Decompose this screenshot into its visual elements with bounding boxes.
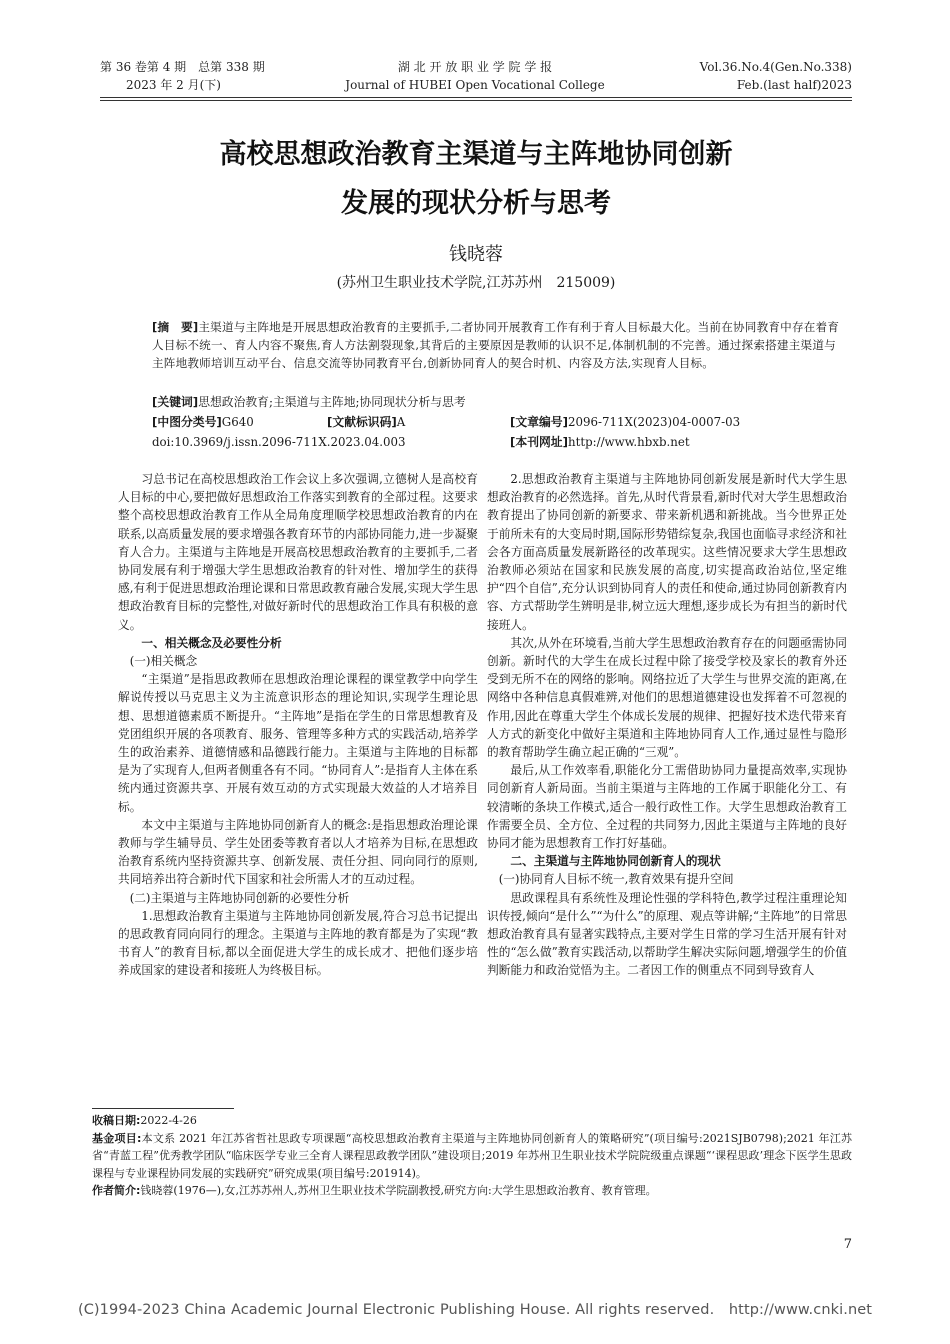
- article-affiliation: (苏州卫生职业技术学院,江苏苏州 215009): [336, 275, 616, 291]
- header-volume-en: [640, 58, 852, 94]
- body-paragraph: “主渠道”是指思政教师在思想政治理论课程的课堂教学中向学生解说传授以马克思主义为主流意识形态的理论知识,实现学生理论思想、思想道德素质不断提升。“主阵地”是指在学生的日常思想教育及党团组织开展的各项教育、服务、管理等多种方式的实践活动,培养学生的政治素养、道德情感和品德践行能力。主渠道与主阵地的目标都是为了实现育人,但两者侧重各有不同。“协同育人”:是指育人主体在系统内通过资源共享、开展有效互动的方式实现最大效益的人才培养目标。: [118, 672, 478, 814]
- website-url[interactable]: http://www.hbxb.net: [567, 435, 690, 449]
- footnote-rule: [92, 1108, 234, 1109]
- header-date-en: Feb.(last half)2023: [736, 78, 852, 92]
- body-paragraph: 1.思想政治教育主渠道与主阵地协同创新发展,符合习总书记提出的思政教育同向同行的理念。主渠道与主阵地的教育都是为了实现“教书育人”的教育目标,都以全面促进大学生的成长成才、把他们逐步培养成国家的建设者和接班人为终极目标。: [118, 908, 478, 978]
- article-no-value: 2096-711X(2023)04-0007-03: [567, 415, 741, 429]
- subsection-heading-1-2: (二)主渠道与主阵地协同创新的必要性分析: [129, 890, 350, 905]
- header-volume-info: [100, 58, 300, 94]
- abstract-text: 主渠道与主阵地是开展思想政治教育的主要抓手,二者协同开展教育工作有利于育人目标最大化。当前在协同教育中存在着育人目标不统一、育人内容不聚焦,育人方法割裂现象,其背后的主要原因是教师的认识不足,体制机制的不完善。通过探索搭建主渠道与主阵地教师培训互动平台、信息交流等协同教育平台,创新协同育人的契合时机、内容及方法,实现育人目标。: [152, 320, 840, 370]
- website: [510, 433, 690, 451]
- body-paragraph: 其次,从外在环境看,当前大学生思想政治教育存在的问题亟需协同创新。新时代的大学生在成长过程中除了接受学校及家长的教育外还受到无所不在的网络的影响。网络拉近了大学生与世界交流的距离,在网络中各种信息真假难辨,对他们的思想道德建设也发挥着不可忽视的作用,因此在尊重大学生个体成长发展的规律、把握好技术迭代带来育人方式的新变化中做好主渠道和主阵地协同育人工作,通过显性与隐形的教育帮助学生确立起正确的“三观”。: [487, 635, 847, 760]
- page-number: 7: [843, 1237, 852, 1252]
- website-label: [本刊网址]: [510, 435, 568, 449]
- header-rule-bottom: [100, 100, 852, 101]
- abstract: [152, 318, 842, 372]
- footnote-fund: [92, 1130, 852, 1183]
- header-journal-en: Journal of HUBEI Open Vocational College: [345, 78, 605, 92]
- fund-label: 基金项目:: [92, 1131, 142, 1145]
- body-paragraph: 习总书记在高校思想政治工作会议上多次强调,立德树人是高校育人目标的中心,要把做好思想政治工作落实到教育的全部过程。这要求整个高校思想政治教育工作从全局角度理顺学校思想政治教育的内在联系,以高质量发展的要求增强各教育环节的内部协同能力,进一步凝聚育人合力。主渠道与主阵地是开展高校思想政治教育的主要抓手,二者协同发展有利于增强大学生思想政治教育的针对性、增加学生的获得感,有利于促进思想政治理论课和日常思政教育融合发展,实现大学生思想政治教育目标的完整性,对做好新时代的思想政治工作具有积极的意义。: [118, 472, 478, 632]
- header-volume-issue: 第 36 卷第 4 期 总第 338 期: [100, 60, 265, 74]
- article-title-line1: 高校思想政治教育主渠道与主阵地协同创新: [219, 139, 733, 170]
- body-left-column: [118, 470, 478, 980]
- header-journal-name: [330, 58, 620, 94]
- section-heading-2: 二、主渠道与主阵地协同创新育人的现状: [510, 854, 721, 869]
- article-author: 钱晓蓉: [449, 244, 503, 265]
- subsection-heading-2-1: (一)协同育人目标不统一,教育效果有提升空间: [498, 872, 734, 887]
- header-vol-en: Vol.36.No.4(Gen.No.338): [699, 60, 852, 74]
- keywords-text: 思想政治教育;主渠道与主阵地;协同现状分析与思考: [198, 395, 466, 409]
- header-rule-top: [100, 97, 852, 98]
- clc-value: G640: [221, 415, 254, 429]
- doc-code-label: [文献标识码]: [327, 415, 397, 429]
- keywords: [152, 393, 466, 411]
- article-title-line2: 发展的现状分析与思考: [341, 188, 611, 219]
- abstract-label: [摘 要]: [152, 320, 199, 334]
- clc-label: [中图分类号]: [152, 415, 222, 429]
- subsection-heading-1-1: (一)相关概念: [129, 654, 198, 669]
- article-no: [510, 413, 740, 431]
- footnotes: [92, 1112, 852, 1200]
- doi: doi:10.3969/j.issn.2096-711X.2023.04.003: [152, 435, 406, 449]
- author-bio-text: 钱晓蓉(1976—),女,江苏苏州人,苏州卫生职业技术学院副教授,研究方向:大学生思想政治教育、教育管理。: [140, 1184, 657, 1197]
- doc-code: [327, 413, 405, 431]
- received-label: 收稿日期:: [92, 1114, 141, 1127]
- author-bio-label: 作者简介:: [92, 1184, 141, 1197]
- clc: [152, 413, 254, 431]
- footnote-author: [92, 1182, 852, 1200]
- doc-code-value: A: [396, 415, 406, 429]
- fund-text: 本文系 2021 年江苏省哲社思政专项课题“高校思想政治教育主渠道与主阵地协同创新育人的策略研究”(项目编号:2021SJB0798);2021 年江苏省“青蓝工程”优秀教学团队“临床医学专业三全育人课程思政教学团队”建设项目;2019 年苏州卫生职业技术学院院级重点课题“‘课程思政’理念下医学生思政课程与专业课程协同发展的实践研究”研究成果(项目编号:201914)。: [92, 1131, 852, 1180]
- article-no-label: [文章编号]: [510, 415, 568, 429]
- body-paragraph: 2.思想政治教育主渠道与主阵地协同创新发展是新时代大学生思想政治教育的必然选择。首先,从时代背景看,新时代对大学生思想政治教育提出了协同创新的新要求、带来新机遇和新挑战。当今世界正处于前所未有的大变局时期,国际形势错综复杂,我国也面临寻求经济和社会各方面高质量发展新路径的改革现实。这些情况要求大学生思想政治教师必须站在国家和民族发展的高度,切实提高政治站位,坚定维护“四个自信”,充分认识到协同育人的责任和使命,通过协同创新教育内容、方式帮助学生辨明是非,树立远大理想,逐步成长为有担当的新时代接班人。: [487, 472, 847, 632]
- keywords-label: [关键词]: [152, 395, 199, 409]
- received-date: 2022-4-26: [140, 1114, 197, 1127]
- header-date: 2023 年 2 月(下): [126, 78, 221, 92]
- body-paragraph: 思政课程具有系统性及理论性强的学科特色,教学过程注重理论知识传授,倾向“是什么”“为什么”的原理、观点等讲解;“主阵地”的日常思想政治教育具有显著实践特点,主要对学生日常的学习生活开展有针对性的“怎么做”教育实践活动,以帮助学生解决实际问题,增强学生的价值判断能力和政治觉悟为主。二者因工作的侧重点不同到导致育人: [487, 890, 847, 978]
- body-right-column: [487, 470, 847, 980]
- body-paragraph: 本文中主渠道与主阵地协同创新育人的概念:是指思想政治理论课教师与学生辅导员、学生处团委等教育者以人才培养为目标,在思想政治教育系统内坚持资源共享、创新发展、责任分担、同向同行的原则,共同培养出符合新时代下国家和社会所需人才的互动过程。: [118, 817, 478, 887]
- copyright-notice: (C)1994-2023 China Academic Journal Electronic Publishing House. All rights reserved. http://www.cnki.net: [77, 1302, 873, 1318]
- header-journal-cn: 湖 北 开 放 职 业 学 院 学 报: [397, 60, 553, 74]
- section-heading-1: 一、相关概念及必要性分析: [141, 635, 282, 650]
- body-paragraph: 最后,从工作效率看,职能化分工需借助协同力量提高效率,实现协同创新育人新局面。当前主渠道与主阵地的工作属于职能化分工、有较清晰的条块工作模式,适合一般行政性工作。大学生思想政治教育工作需要全员、全方位、全过程的共同努力,因此主渠道与主阵地的良好协同才能为思想教育工作打好基础。: [487, 763, 847, 851]
- footnote-received: [92, 1112, 852, 1130]
